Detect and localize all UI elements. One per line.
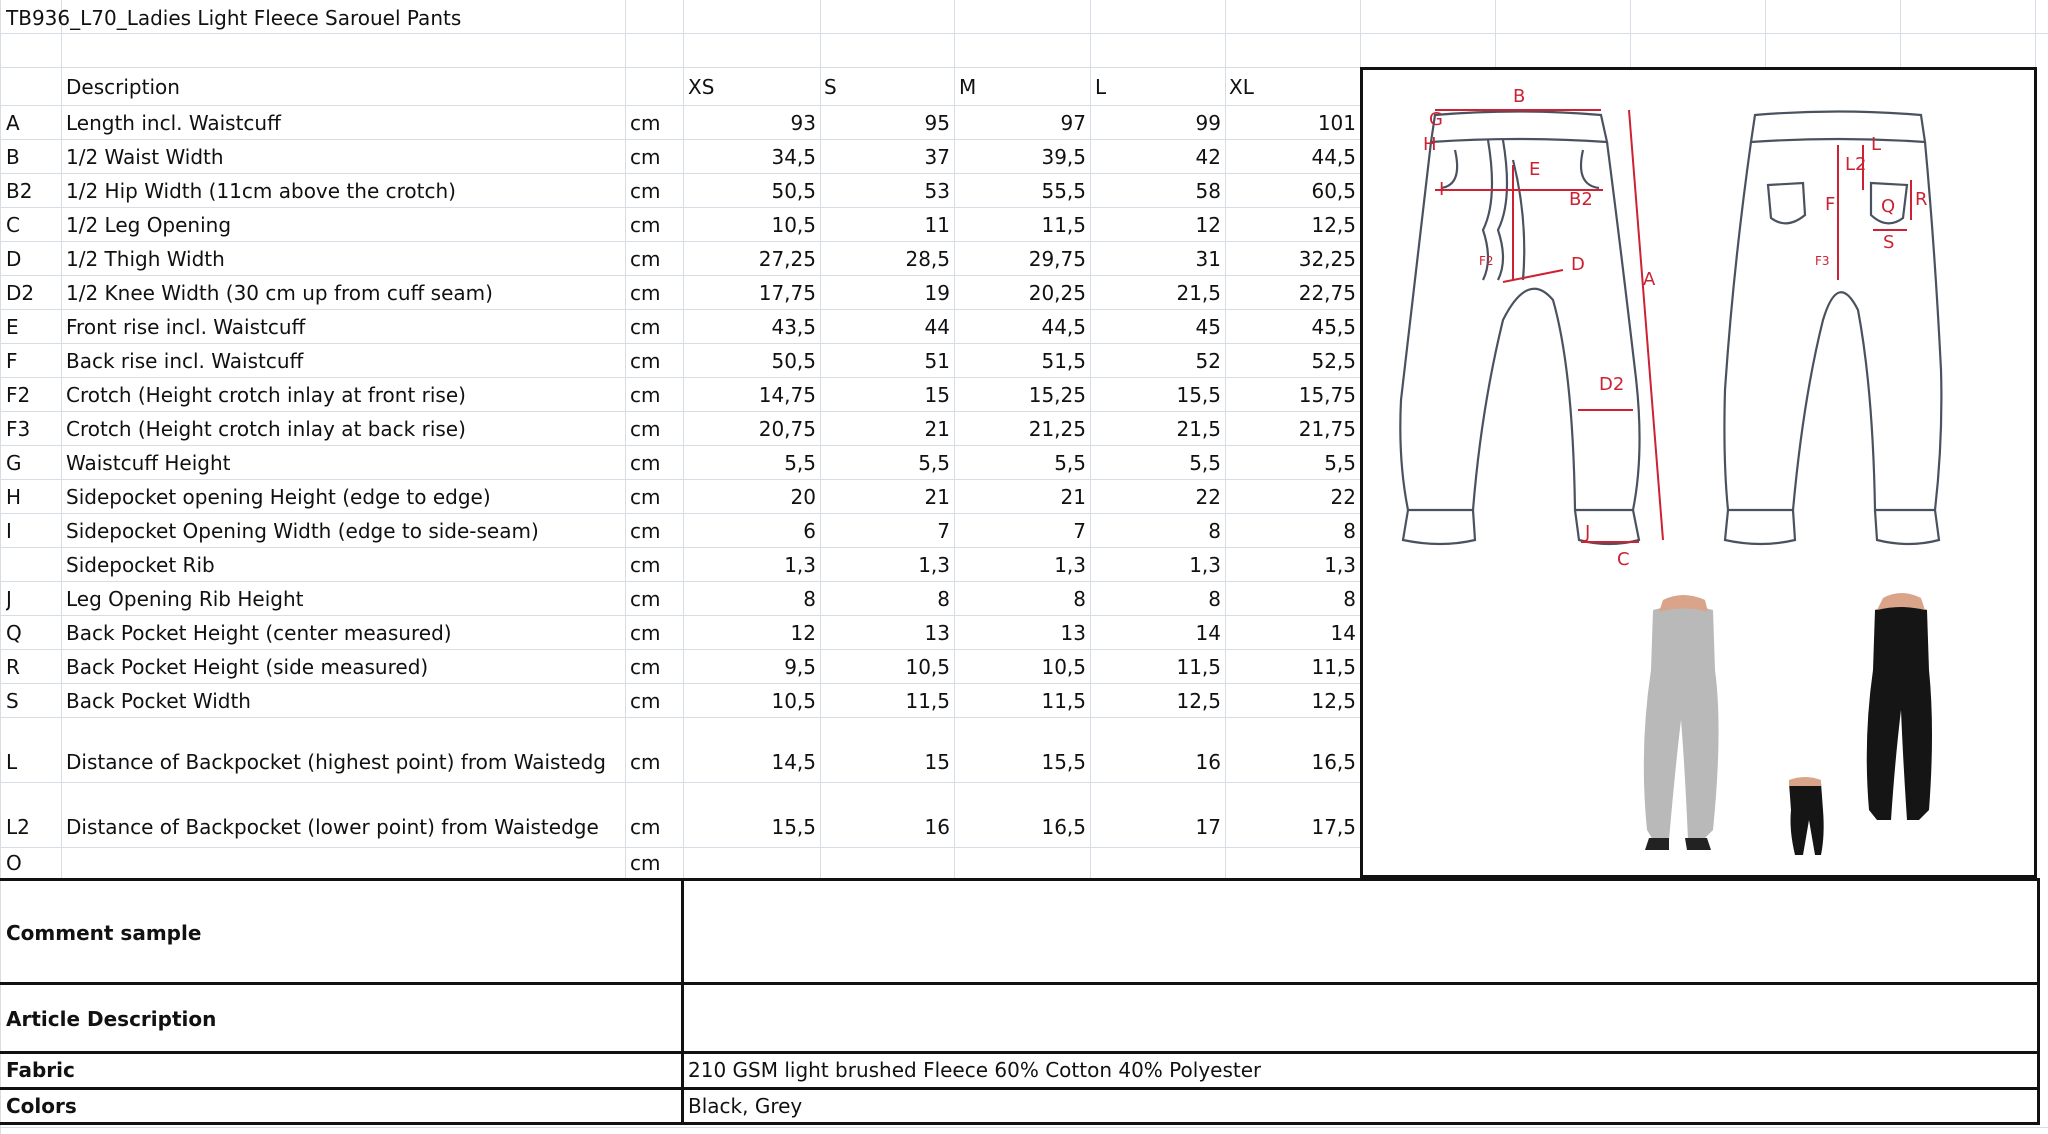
row-code: I <box>6 519 12 543</box>
row-value: 15 <box>924 383 950 407</box>
row-unit: cm <box>630 815 661 839</box>
row-value: 60,5 <box>1311 179 1356 203</box>
row-unit: cm <box>630 851 661 875</box>
row-value: 97 <box>1060 111 1086 135</box>
row-value: 1,3 <box>1189 553 1221 577</box>
row-code: H <box>6 485 22 509</box>
row-value: 22 <box>1195 485 1221 509</box>
row-value: 14,75 <box>758 383 816 407</box>
row-value: 21,5 <box>1176 281 1221 305</box>
row-value: 52 <box>1195 349 1221 373</box>
row-unit: cm <box>630 111 661 135</box>
row-unit: cm <box>630 689 661 713</box>
row-value: 11 <box>924 213 950 237</box>
header-size-s: S <box>824 75 837 99</box>
row-value: 11,5 <box>905 689 950 713</box>
row-description: Crotch (Height crotch inlay at back rise) <box>66 417 466 441</box>
row-value: 19 <box>924 281 950 305</box>
row-unit: cm <box>630 383 661 407</box>
label-a: A <box>1643 269 1656 290</box>
row-value: 99 <box>1195 111 1221 135</box>
row-value: 15,5 <box>771 815 816 839</box>
row-value: 7 <box>1073 519 1086 543</box>
row-value: 29,75 <box>1028 247 1086 271</box>
row-code: L2 <box>6 815 30 839</box>
row-value: 9,5 <box>784 655 816 679</box>
label-f2: F2 <box>1479 254 1494 268</box>
row-value: 15,25 <box>1028 383 1086 407</box>
header-size-l: L <box>1095 75 1107 99</box>
row-value: 12,5 <box>1311 689 1356 713</box>
row-value: 7 <box>937 519 950 543</box>
row-description: 1/2 Thigh Width <box>66 247 225 271</box>
row-value: 20,75 <box>758 417 816 441</box>
row-value: 5,5 <box>1324 451 1356 475</box>
row-value: 17,75 <box>758 281 816 305</box>
row-value: 12 <box>790 621 816 645</box>
row-code: R <box>6 655 20 679</box>
row-value: 52,5 <box>1311 349 1356 373</box>
row-value: 17 <box>1195 815 1221 839</box>
row-value: 28,5 <box>905 247 950 271</box>
row-value: 15,75 <box>1298 383 1356 407</box>
row-value: 21 <box>1060 485 1086 509</box>
row-description: Back Pocket Height (center measured) <box>66 621 452 645</box>
grey-pants-photo <box>1644 595 1719 850</box>
row-unit: cm <box>630 349 661 373</box>
footer-value-fabric: 210 GSM light brushed Fleece 60% Cotton 40% Polyester <box>688 1058 1262 1082</box>
label-d2: D2 <box>1599 374 1625 395</box>
header-description: Description <box>66 75 180 99</box>
row-value: 8 <box>937 587 950 611</box>
row-unit: cm <box>630 213 661 237</box>
row-value: 50,5 <box>771 349 816 373</box>
row-value: 1,3 <box>918 553 950 577</box>
label-j: J <box>1585 522 1591 543</box>
row-code: F <box>6 349 18 373</box>
row-value: 95 <box>924 111 950 135</box>
row-code: D2 <box>6 281 35 305</box>
row-description: Sidepocket Rib <box>66 553 215 577</box>
row-code: E <box>6 315 19 339</box>
row-description: Back Pocket Height (side measured) <box>66 655 429 679</box>
row-description: Sidepocket opening Height (edge to edge) <box>66 485 491 509</box>
row-value: 11,5 <box>1041 213 1086 237</box>
label-c: C <box>1617 549 1630 570</box>
row-code: F3 <box>6 417 31 441</box>
row-description: Leg Opening Rib Height <box>66 587 304 611</box>
row-value: 45,5 <box>1311 315 1356 339</box>
label-b2: B2 <box>1569 189 1593 210</box>
row-description: 1/2 Knee Width (30 cm up from cuff seam) <box>66 281 493 305</box>
row-code: J <box>6 587 12 611</box>
row-value: 13 <box>1060 621 1086 645</box>
row-description: 1/2 Hip Width (11cm above the crotch) <box>66 179 456 203</box>
label-l2: L2 <box>1845 154 1867 175</box>
row-value: 53 <box>924 179 950 203</box>
label-b: B <box>1513 86 1526 107</box>
row-description: Crotch (Height crotch inlay at front rise) <box>66 383 466 407</box>
label-r: R <box>1915 189 1928 210</box>
row-unit: cm <box>630 750 661 774</box>
row-unit: cm <box>630 519 661 543</box>
row-value: 58 <box>1195 179 1221 203</box>
row-value: 15,5 <box>1041 750 1086 774</box>
black-pants-photo <box>1867 593 1932 820</box>
row-description: Back rise incl. Waistcuff <box>66 349 304 373</box>
row-value: 16,5 <box>1311 750 1356 774</box>
header-size-xs: XS <box>688 75 715 99</box>
sketch-labels <box>1423 86 1928 570</box>
row-value: 10,5 <box>771 213 816 237</box>
header-size-xl: XL <box>1229 75 1254 99</box>
technical-sketch <box>1363 70 2034 875</box>
row-value: 16 <box>1195 750 1221 774</box>
row-value: 14,5 <box>771 750 816 774</box>
row-value: 14 <box>1330 621 1356 645</box>
row-value: 22,75 <box>1298 281 1356 305</box>
row-value: 20,25 <box>1028 281 1086 305</box>
row-value: 6 <box>803 519 816 543</box>
label-g: G <box>1429 109 1443 130</box>
row-code: O <box>6 851 22 875</box>
row-value: 51 <box>924 349 950 373</box>
row-unit: cm <box>630 553 661 577</box>
label-l: L <box>1871 134 1882 155</box>
footer-label-fabric: Fabric <box>6 1058 75 1082</box>
row-value: 14 <box>1195 621 1221 645</box>
row-value: 17,5 <box>1311 815 1356 839</box>
row-value: 39,5 <box>1041 145 1086 169</box>
row-value: 10,5 <box>771 689 816 713</box>
row-code: F2 <box>6 383 31 407</box>
row-description: Distance of Backpocket (highest point) from Waistedg <box>66 750 606 774</box>
row-code: C <box>6 213 20 237</box>
row-value: 22 <box>1330 485 1356 509</box>
row-unit: cm <box>630 485 661 509</box>
row-value: 8 <box>1208 519 1221 543</box>
row-value: 21,5 <box>1176 417 1221 441</box>
row-value: 21 <box>924 417 950 441</box>
label-d: D <box>1571 254 1585 275</box>
header-size-m: M <box>959 75 977 99</box>
row-value: 51,5 <box>1041 349 1086 373</box>
row-description: Front rise incl. Waistcuff <box>66 315 306 339</box>
row-value: 15 <box>924 750 950 774</box>
row-value: 44,5 <box>1311 145 1356 169</box>
small-black-pants-photo <box>1789 777 1824 855</box>
row-value: 45 <box>1195 315 1221 339</box>
row-value: 20 <box>790 485 816 509</box>
row-value: 50,5 <box>771 179 816 203</box>
row-value: 1,3 <box>1054 553 1086 577</box>
row-value: 5,5 <box>784 451 816 475</box>
footer-label-comment-sample: Comment sample <box>6 921 202 945</box>
row-value: 13 <box>924 621 950 645</box>
row-value: 34,5 <box>771 145 816 169</box>
row-value: 11,5 <box>1041 689 1086 713</box>
row-code: L <box>6 750 18 774</box>
row-value: 11,5 <box>1176 655 1221 679</box>
row-value: 1,3 <box>784 553 816 577</box>
row-value: 16 <box>924 815 950 839</box>
row-description: Sidepocket Opening Width (edge to side-seam) <box>66 519 539 543</box>
row-value: 101 <box>1317 111 1356 135</box>
back-pants-sketch <box>1724 112 1941 545</box>
sheet-title: TB936_L70_Ladies Light Fleece Sarouel Pants <box>6 6 462 30</box>
label-f: F <box>1825 194 1836 215</box>
row-value: 8 <box>1208 587 1221 611</box>
label-i: I <box>1439 179 1445 200</box>
row-value: 32,25 <box>1298 247 1356 271</box>
row-description: Distance of Backpocket (lower point) from Waistedge <box>66 815 599 839</box>
row-value: 21,25 <box>1028 417 1086 441</box>
row-value: 8 <box>803 587 816 611</box>
row-value: 10,5 <box>905 655 950 679</box>
row-unit: cm <box>630 655 661 679</box>
row-value: 31 <box>1195 247 1221 271</box>
row-value: 5,5 <box>918 451 950 475</box>
row-unit: cm <box>630 451 661 475</box>
row-unit: cm <box>630 621 661 645</box>
row-value: 55,5 <box>1041 179 1086 203</box>
row-value: 12,5 <box>1311 213 1356 237</box>
row-value: 5,5 <box>1189 451 1221 475</box>
row-unit: cm <box>630 247 661 271</box>
row-description: 1/2 Waist Width <box>66 145 224 169</box>
label-s: S <box>1883 232 1895 253</box>
row-description: Back Pocket Width <box>66 689 251 713</box>
row-value: 93 <box>790 111 816 135</box>
row-unit: cm <box>630 315 661 339</box>
label-f3: F3 <box>1815 254 1830 268</box>
row-value: 8 <box>1343 519 1356 543</box>
row-code: Q <box>6 621 22 645</box>
row-value: 8 <box>1073 587 1086 611</box>
row-value: 1,3 <box>1324 553 1356 577</box>
row-unit: cm <box>630 281 661 305</box>
row-description: 1/2 Leg Opening <box>66 213 232 237</box>
front-pants-sketch <box>1400 112 1639 545</box>
row-value: 21 <box>924 485 950 509</box>
row-unit: cm <box>630 417 661 441</box>
row-value: 44,5 <box>1041 315 1086 339</box>
row-value: 27,25 <box>758 247 816 271</box>
row-value: 21,75 <box>1298 417 1356 441</box>
row-code: B2 <box>6 179 33 203</box>
row-code: A <box>6 111 20 135</box>
row-value: 10,5 <box>1041 655 1086 679</box>
row-value: 43,5 <box>771 315 816 339</box>
row-code: B <box>6 145 20 169</box>
row-code: G <box>6 451 22 475</box>
row-value: 5,5 <box>1054 451 1086 475</box>
row-value: 11,5 <box>1311 655 1356 679</box>
row-unit: cm <box>630 145 661 169</box>
row-value: 44 <box>924 315 950 339</box>
row-value: 15,5 <box>1176 383 1221 407</box>
footer-value-colors: Black, Grey <box>688 1094 803 1118</box>
row-unit: cm <box>630 587 661 611</box>
product-figure <box>1360 67 2037 878</box>
row-value: 8 <box>1343 587 1356 611</box>
row-value: 12,5 <box>1176 689 1221 713</box>
row-value: 37 <box>924 145 950 169</box>
footer-label-colors: Colors <box>6 1094 77 1118</box>
row-description: Waistcuff Height <box>66 451 231 475</box>
row-code: S <box>6 689 19 713</box>
row-description: Length incl. Waistcuff <box>66 111 281 135</box>
label-q: Q <box>1881 196 1896 217</box>
label-e: E <box>1529 159 1541 180</box>
row-value: 12 <box>1195 213 1221 237</box>
footer-label-article-description: Article Description <box>6 1007 217 1031</box>
row-unit: cm <box>630 179 661 203</box>
label-h: H <box>1423 134 1437 155</box>
row-value: 16,5 <box>1041 815 1086 839</box>
row-value: 42 <box>1195 145 1221 169</box>
row-code: D <box>6 247 22 271</box>
